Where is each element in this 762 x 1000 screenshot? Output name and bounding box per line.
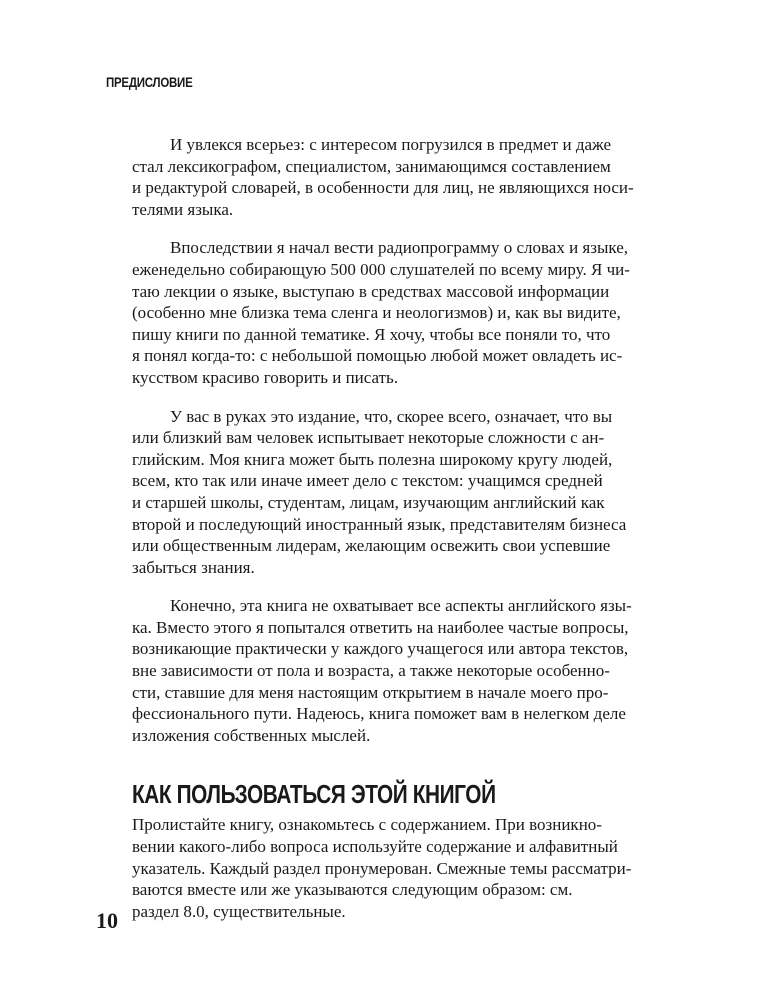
text-line: Впоследствии я начал вести радиопрограмму о словах и языке,	[170, 238, 629, 258]
text-line: или близкий вам человек испытывает некоторые сложности с ан-	[132, 428, 605, 448]
text-line: стал лексикографом, специалистом, занимающимся составлением	[132, 156, 611, 176]
text-line: сти, ставшие для меня настоящим открытием в начале моего про-	[132, 682, 609, 702]
text-line: возникающие практически у каждого учащегося или автора текстов,	[132, 639, 629, 659]
text-line: изложения собственных мыслей.	[132, 725, 371, 745]
text-line: У вас в руках это издание, что, скорее всего, означает, что вы	[170, 406, 613, 426]
text-line: ваются вместе или же указываются следующим образом: см.	[132, 880, 573, 900]
text-line: раздел 8.0, существительные.	[132, 901, 346, 921]
text-line: и старшей школы, студентам, лицам, изучающим английский как	[132, 492, 605, 512]
paragraph-1	[132, 134, 652, 220]
text-line: И увлекся всерьез: с интересом погрузился в предмет и даже	[170, 135, 612, 154]
text-line: забыться знания.	[132, 557, 255, 577]
text-line: фессионального пути. Надеюсь, книга поможет вам в нелегком деле	[132, 704, 626, 724]
text-line: кусством красиво говорить и писать.	[132, 367, 399, 387]
text-line: второй и последующий иностранный язык, представителям бизнеса	[132, 514, 627, 534]
section-paragraph	[132, 814, 652, 922]
page-body	[132, 134, 652, 939]
text-line: ка. Вместо этого я попытался ответить на наиболее частые вопросы,	[132, 617, 629, 637]
page-number: 10	[96, 908, 118, 933]
paragraph-2	[132, 237, 652, 388]
text-line: указатель. Каждый раздел пронумерован. Смежные темы рассматри-	[132, 858, 632, 878]
text-line: всем, кто так или иначе имеет дело с текстом: учащимся средней	[132, 471, 603, 491]
text-line: Конечно, эта книга не охватывает все аспекты английского язы-	[170, 596, 632, 616]
text-line: Пролистайте книгу, ознакомьтесь с содержанием. При возникно-	[132, 815, 602, 835]
text-line: я понял когда-то: с небольшой помощью любой может овладеть ис-	[132, 346, 623, 366]
text-line: вении какого-либо вопроса используйте содержание и алфавитный	[132, 837, 618, 857]
text-line: еженедельно собирающую 500 000 слушателей по всему миру. Я чи-	[132, 259, 630, 279]
text-line: глийским. Моя книга может быть полезна широкому кругу людей,	[132, 449, 613, 469]
paragraph-3	[132, 406, 652, 579]
text-line: или общественным лидерам, желающим освежить свои успевшие	[132, 536, 611, 556]
text-line: вне зависимости от пола и возраста, а также некоторые особенно-	[132, 661, 610, 681]
text-line: (особенно мне близка тема сленга и неологизмов) и, как вы видите,	[132, 303, 621, 323]
text-line: телями языка.	[132, 199, 234, 219]
paragraph-4	[132, 595, 652, 746]
section-heading: КАК ПОЛЬЗОВАТЬСЯ ЭТОЙ КНИГОЙ	[132, 779, 496, 810]
text-line: пишу книги по данной тематике. Я хочу, чтобы все поняли то, что	[132, 324, 611, 344]
text-line: таю лекции о языке, выступаю в средствах массовой информации	[132, 281, 610, 301]
text-line: и редактурой словарей, в особенности для лиц, не являющихся носи-	[132, 178, 634, 198]
running-head: ПРЕДИСЛОВИЕ	[106, 74, 193, 90]
